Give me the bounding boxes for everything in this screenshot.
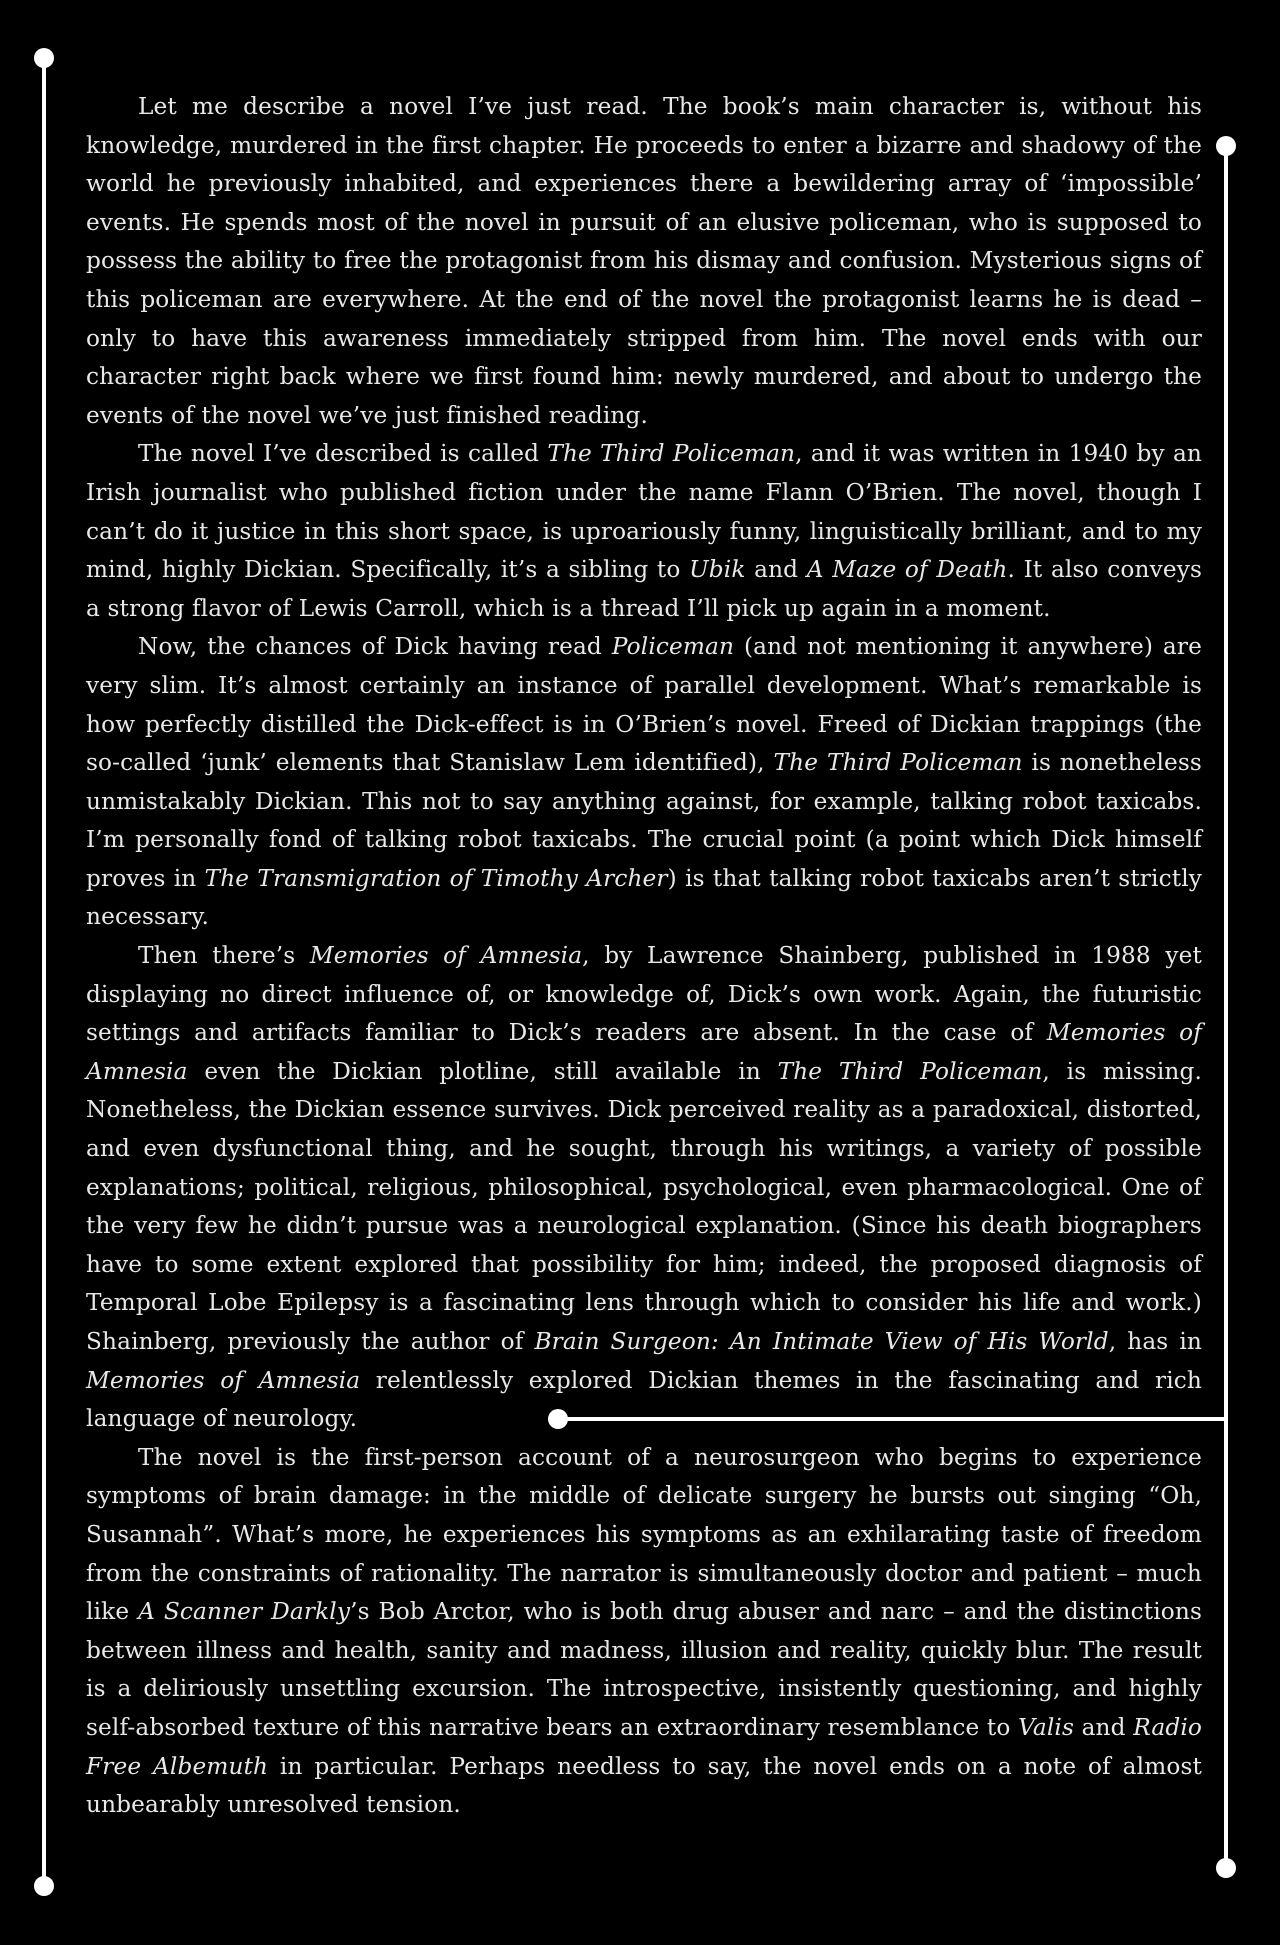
italic-title: A Maze of Death [806, 556, 1008, 584]
text-run: and [745, 556, 807, 584]
text-run: The novel is the first-person account of a neurosurgeon who begins to experience symptoms of brain damage: in the middle of delicate surgery he bursts out singing “Oh, Susannah”. What’s more, he experiences his symptoms as an exhilarating taste of freedom from the constraints of rationality. The narrator is simultaneously doctor and patient – much like [86, 1443, 1202, 1626]
text-run: in particular. Perhaps needless to say, the novel ends on a note of almost unbearably unresolved tension. [86, 1752, 1202, 1819]
paragraph [86, 435, 1202, 628]
paragraph [86, 937, 1202, 1439]
text-run: Let me describe a novel I’ve just read. The book’s main character is, without his knowledge, murdered in the first chapter. He proceeds to enter a bizarre and shadowy of the world he previously inhabited, and experiences there a bewildering array of ‘impossible’ events. He spends most of the novel in pursuit of an elusive policeman, who is supposed to possess the ability to free the protagonist from his dismay and confusion. Mysterious signs of this policeman are everywhere. At the end of the novel the protagonist learns he is dead – only to have this awareness immediately stripped from him. The novel ends with our character right back where we first found him: newly murdered, and about to undergo the events of the novel we’ve just finished reading. [86, 93, 1202, 429]
text-run: Then there’s [138, 942, 310, 970]
right-top-dot-icon [1216, 136, 1236, 156]
text-run: . It also conveys a strong flavor of Lewis Carroll, which is a thread I’ll pick up again in a moment. [86, 556, 1202, 622]
right-bottom-dot-icon [1216, 1858, 1236, 1878]
left-vertical-line [42, 58, 46, 1893]
paragraph [86, 88, 1202, 435]
italic-title: Brain Surgeon: An Intimate View of His World [534, 1328, 1109, 1355]
text-run: ’s Bob Arctor, who is both drug abuser and narc – and the distinctions between illness and health, sanity and madness, illusion and reality, quickly blur. The result is a deliriously unsettling excursion. The introspective, insistently questioning, and highly self-absorbed texture of this narrative bears an extraordinary resemblance to [86, 1598, 1203, 1741]
italic-title: Radio Free Albemuth [86, 1713, 1203, 1780]
text-run: relentlessly explored Dickian themes in the fascinating and rich language of neurology. [86, 1366, 1202, 1433]
text-run: ) is that talking robot taxicabs aren’t strictly necessary. [86, 864, 1203, 931]
text-run: even the Dickian plotline, still available in [187, 1057, 778, 1085]
left-top-dot-icon [34, 48, 54, 68]
article-body [86, 88, 1202, 1825]
text-run: (and not mentioning it anywhere) are very slim. It’s almost certainly an instance of parallel development. What’s remarkable is how perfectly distilled the Dick-effect is in O’Brien’s novel. Freed of Dickian trappings (the so-called ‘junk’ elements that Stanislaw Lem identified), [86, 633, 1202, 777]
right-vertical-line [1224, 146, 1228, 1870]
text-run: , has in [1108, 1328, 1202, 1355]
text-run: , is missing. Nonetheless, the Dickian essence survives. Dick perceived reality as a paradoxical, distorted, and even dysfunctional thing, and he sought, through his writings, a variety of possible explanations; political, religious, philosophical, psychological, even pharmacological. One of the very few he didn’t pursue was a neurological explanation. (Since his death biographers have to some extent explored that possibility for him; indeed, the proposed diagnosis of Temporal Lobe Epilepsy is a fascinating lens through which to consider his life and work.) Shainberg, previously the author of [86, 1057, 1202, 1355]
italic-title: A Scanner Darkly [138, 1598, 351, 1626]
left-bottom-dot-icon [34, 1876, 54, 1896]
text-run: is nonetheless unmistakably Dickian. This not to say anything against, for example, talking robot taxicabs. I’m personally fond of talking robot taxicabs. The crucial point (a point which Dick himself proves in [86, 749, 1202, 892]
italic-title: Memories of Amnesia [86, 1019, 1202, 1085]
italic-title: The Third Policeman [773, 749, 1023, 777]
italic-title: The Third Policeman [547, 440, 796, 468]
italic-title: The Third Policeman [777, 1057, 1043, 1085]
text-run: , by Lawrence Shainberg, published in 1988 yet displaying no direct influence of, or knowledge of, Dick’s own work. Again, the futuristic settings and artifacts familiar to Dick’s readers are absent. In the case of [86, 942, 1202, 1047]
text-run: and [1074, 1713, 1134, 1741]
italic-title: Valis [1018, 1713, 1074, 1741]
italic-title: Memories of Amnesia [309, 942, 583, 970]
italic-title: The Transmigration of Timothy Archer [204, 864, 668, 892]
text-run: Now, the chances of Dick having read [138, 633, 612, 661]
italic-title: Ubik [689, 556, 746, 584]
italic-title: Policeman [611, 633, 735, 661]
paragraph [86, 1439, 1202, 1825]
italic-title: Memories of Amnesia [86, 1366, 361, 1394]
paragraph [86, 628, 1202, 937]
text-run: The novel I’ve described is called [138, 440, 548, 468]
text-run: , and it was written in 1940 by an Irish journalist who published fiction under the name Flann O’Brien. The novel, though I can’t do it justice in this short space, is uproariously funny, linguistically brilliant, and to my mind, highly Dickian. Specifically, it’s a sibling to [86, 440, 1203, 584]
